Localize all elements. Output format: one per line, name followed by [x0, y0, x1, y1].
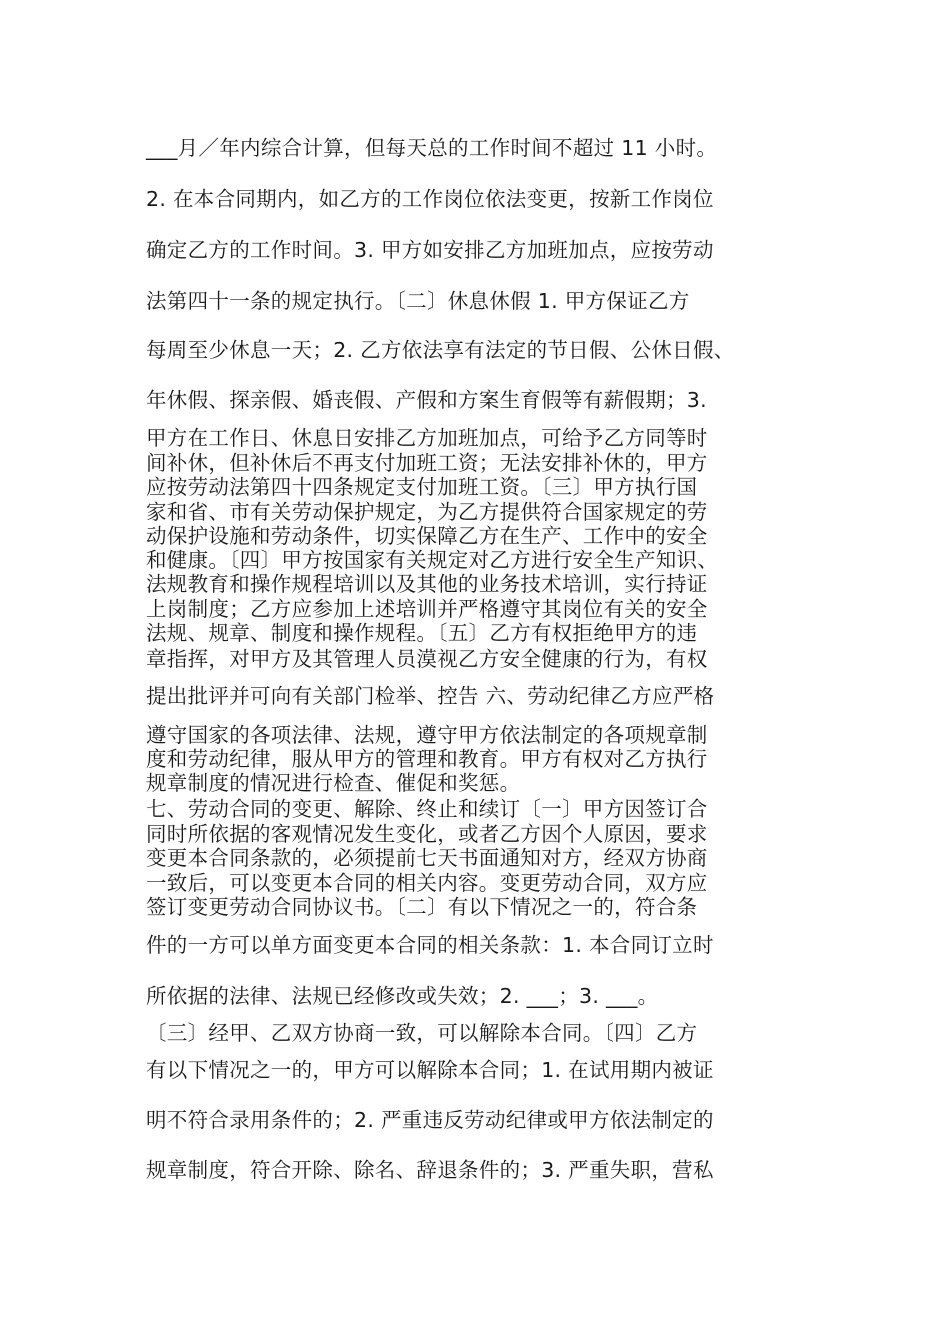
text-line: 每周至少休息一天；2. 乙方依法享有法定的节日假、公休日假、: [146, 338, 735, 362]
text-line: 明不符合录用条件的；2. 严重违反劳动纪律或甲方依法制定的: [146, 1108, 714, 1132]
text-line: 年休假、探亲假、婚丧假、产假和方案生育假等有薪假期；3.: [146, 388, 707, 412]
text-line: 一致后，可以变更本合同的相关内容。变更劳动合同，双方应: [146, 871, 708, 895]
text-line: 件的一方可以单方面变更本合同的相关条款：1. 本合同订立时: [146, 933, 714, 957]
text-line: 变更本合同条款的，必须提前七天书面通知对方，经双方协商: [146, 846, 708, 870]
text-line: 度和劳动纪律，服从甲方的管理和教育。甲方有权对乙方执行: [146, 747, 708, 771]
text-line: 有以下情况之一的，甲方可以解除本合同；1. 在试用期内被证: [146, 1058, 714, 1082]
text-line: 和健康。〔四〕甲方按国家有关规定对乙方进行安全生产知识、: [146, 548, 719, 572]
text-line: 应按劳动法第四十四条规定支付加班工资。〔三〕甲方执行国: [146, 475, 698, 499]
text-line: 规章制度的情况进行检查、催促和奖惩。: [146, 771, 521, 795]
text-line: 〔三〕经甲、乙双方协商一致，可以解除本合同。〔四〕乙方: [146, 1021, 698, 1045]
text-line: 法规、规章、制度和操作规程。〔五〕乙方有权拒绝甲方的违: [146, 621, 698, 645]
text-line: 家和省、市有关劳动保护规定，为乙方提供符合国家规定的劳: [146, 500, 708, 524]
text-line: 间补休，但补休后不再支付加班工资；无法安排补休的，甲方: [146, 451, 708, 475]
text-line: 遵守国家的各项法律、法规，遵守甲方依法制定的各项规章制: [146, 723, 708, 747]
text-line: 动保护设施和劳动条件，切实保障乙方在生产、工作中的安全: [146, 524, 708, 548]
text-line: 所依据的法律、法规已经修改或失效；2. ___；3. ___。: [146, 984, 659, 1008]
text-line: 规章制度，符合开除、除名、辞退条件的；3. 严重失职，营私: [146, 1158, 714, 1182]
text-line: 法第四十一条的规定执行。〔二〕休息休假 1. 甲方保证乙方: [146, 289, 690, 313]
text-line: ___月／年内综合计算，但每天总的工作时间不超过 11 小时。: [146, 136, 718, 160]
text-line: 上岗制度；乙方应参加上述培训并严格遵守其岗位有关的安全: [146, 597, 708, 621]
text-line: 甲方在工作日、休息日安排乙方加班加点，可给予乙方同等时: [146, 426, 708, 450]
text-line: 章指挥，对甲方及其管理人员漠视乙方安全健康的行为，有权: [146, 647, 708, 671]
text-line: 法规教育和操作规程培训以及其他的业务技术培训，实行持证: [146, 572, 708, 596]
text-line: 签订变更劳动合同协议书。〔二〕有以下情况之一的，符合条: [146, 895, 698, 919]
text-line: 同时所依据的客观情况发生变化，或者乙方因个人原因，要求: [146, 822, 708, 846]
text-line: 2. 在本合同期内，如乙方的工作岗位依法变更，按新工作岗位: [146, 187, 714, 211]
text-line: 确定乙方的工作时间。3. 甲方如安排乙方加班加点，应按劳动: [146, 238, 714, 262]
text-line: 七、劳动合同的变更、解除、终止和续订〔一〕甲方因签订合: [146, 797, 708, 821]
text-line: 提出批评并可向有关部门检举、控告 六、劳动纪律乙方应严格: [146, 684, 715, 708]
